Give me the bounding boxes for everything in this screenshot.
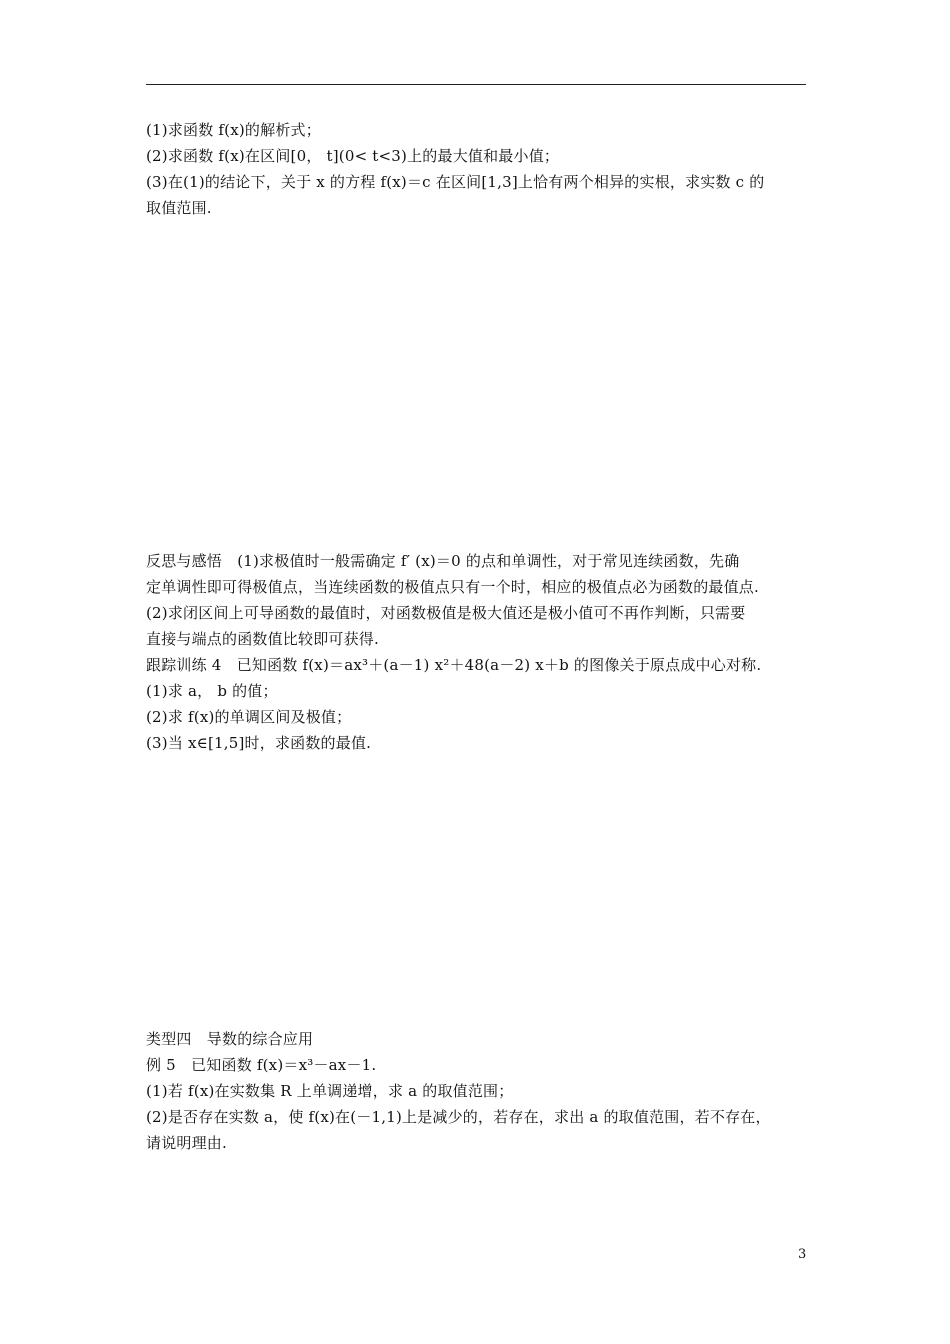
- type-4-heading: 类型四 导数的综合应用: [146, 1030, 314, 1048]
- example-5-question-2-line1: (2)是否存在实数 a，使 f(x)在(－1,1)上是减少的，若存在，求出 a 的取值范围，若不存在，: [146, 1108, 771, 1126]
- exercise-4-question-1: (1)求 a， b 的值；: [146, 682, 278, 700]
- question-2-text: (2)求函数 f(x)在区间[0， t](0< t<3)上的最大值和最小值；: [146, 147, 560, 165]
- header-rule: [146, 84, 806, 85]
- question-1-text: (1)求函数 f(x)的解析式；: [146, 121, 321, 139]
- reflection-line4: 直接与端点的函数值比较即可获得.: [146, 630, 379, 648]
- page-number: 3: [798, 1247, 807, 1262]
- reflection-line3: (2)求闭区间上可导函数的最值时，对函数极值是极大值还是极小值可不再作判断，只需要: [146, 604, 746, 622]
- exercise-4-question-2: (2)求 f(x)的单调区间及极值；: [146, 708, 352, 726]
- question-3-text-line1: (3)在(1)的结论下，关于 x 的方程 f(x)＝c 在区间[1,3]上恰有两个相异的实根，求实数 c 的: [146, 173, 765, 191]
- example-5-title: 例 5 已知函数 f(x)＝x³－ax－1.: [146, 1056, 377, 1074]
- reflection-line2: 定单调性即可得极值点，当连续函数的极值点只有一个时，相应的极值点必为函数的最值点.: [146, 578, 759, 596]
- exercise-4-question-3: (3)当 x∈[1,5]时，求函数的最值.: [146, 734, 372, 752]
- example-5-question-2-line2: 请说明理由.: [146, 1134, 227, 1152]
- exercise-4-title: 跟踪训练 4 已知函数 f(x)＝ax³＋(a－1) x²＋48(a－2) x＋b 的图像关于原点成中心对称.: [146, 656, 762, 674]
- question-3-text-line2: 取值范围.: [146, 199, 212, 217]
- example-5-question-1: (1)若 f(x)在实数集 R 上单调递增，求 a 的取值范围；: [146, 1082, 514, 1100]
- reflection-line1: 反思与感悟 (1)求极值时一般需确定 f′ (x)＝0 的点和单调性，对于常见连续函数，先确: [146, 552, 740, 570]
